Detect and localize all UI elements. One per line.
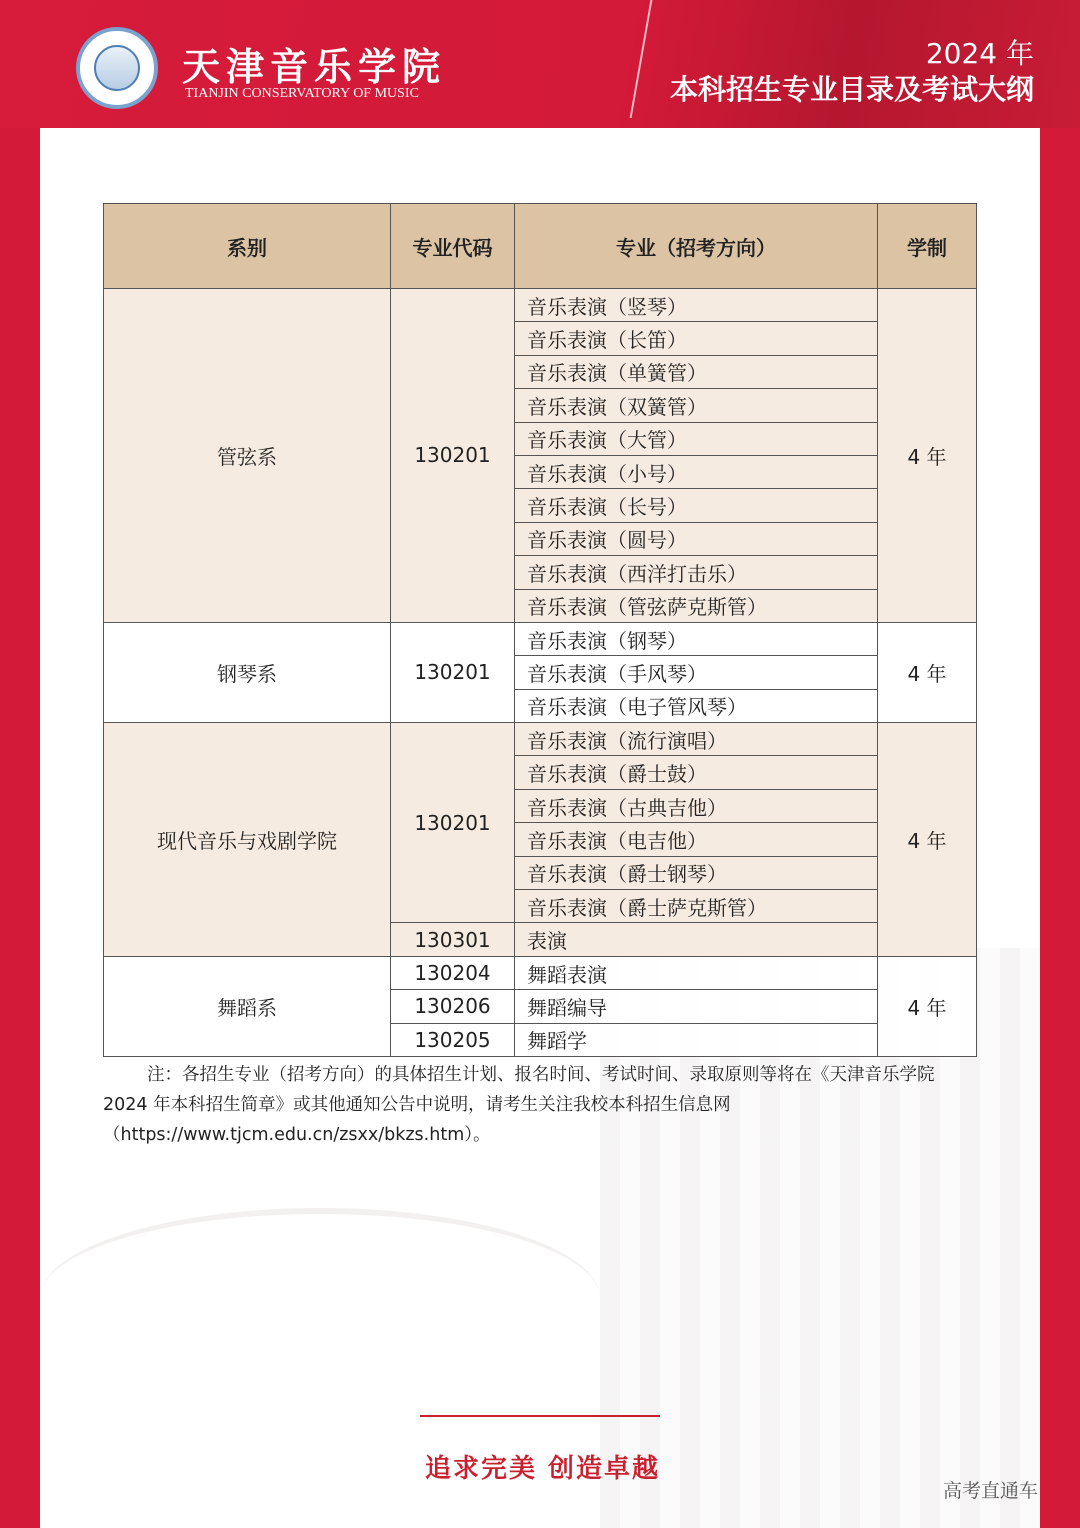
table-row xyxy=(104,723,977,756)
major-cell: 音乐表演（双簧管） xyxy=(515,389,878,422)
page-body xyxy=(40,128,1040,1528)
duration-cell: 4 年 xyxy=(878,723,977,957)
watermark-text: 高考直通车 xyxy=(943,1480,1039,1502)
major-cell: 音乐表演（长号） xyxy=(515,489,878,522)
col-header-major: 专业（招考方向） xyxy=(515,204,878,289)
header-banner xyxy=(0,0,1080,128)
code-cell: 130206 xyxy=(391,990,515,1023)
dept-cell: 钢琴系 xyxy=(104,622,391,722)
code-cell: 130205 xyxy=(391,1023,515,1056)
code-cell: 130204 xyxy=(391,956,515,989)
header-year: 2024 年 xyxy=(925,37,1034,70)
school-seal-icon xyxy=(76,27,158,109)
header-title: 本科招生专业目录及考试大纲 xyxy=(669,73,1034,106)
major-cell: 音乐表演（竖琴） xyxy=(515,289,878,322)
code-cell: 130201 xyxy=(391,622,515,722)
major-cell: 音乐表演（西洋打击乐） xyxy=(515,556,878,589)
major-cell: 音乐表演（圆号） xyxy=(515,522,878,555)
school-name-en: TIANJIN CONSERVATORY OF MUSIC xyxy=(185,86,419,101)
major-cell: 音乐表演（爵士钢琴） xyxy=(515,856,878,889)
major-cell: 音乐表演（流行演唱） xyxy=(515,723,878,756)
table-row xyxy=(104,289,977,322)
major-cell: 音乐表演（小号） xyxy=(515,455,878,488)
major-cell: 音乐表演（电子管风琴） xyxy=(515,689,878,722)
code-cell: 130201 xyxy=(391,723,515,923)
major-cell: 音乐表演（爵士萨克斯管） xyxy=(515,890,878,923)
major-cell: 舞蹈学 xyxy=(515,1023,878,1056)
major-table xyxy=(103,203,977,1057)
dept-cell: 现代音乐与戏剧学院 xyxy=(104,723,391,957)
music-staff-watermark xyxy=(40,1208,600,1388)
table-row xyxy=(104,622,977,655)
col-header-duration: 学制 xyxy=(878,204,977,289)
major-cell: 音乐表演（爵士鼓） xyxy=(515,756,878,789)
dept-cell: 舞蹈系 xyxy=(104,956,391,1056)
major-cell: 表演 xyxy=(515,923,878,956)
footnote: 注：各招生专业（招考方向）的具体招生计划、报名时间、考试时间、录取原则等将在《天津音乐学院 2024 年本科招生简章》或其他通知公告中说明，请考生关注我校本科招生信息网（https://www.tjcm.edu.cn/zsxx/bkzs.htm）。 xyxy=(103,1065,935,1145)
duration-cell: 4 年 xyxy=(878,289,977,623)
major-cell: 音乐表演（手风琴） xyxy=(515,656,878,689)
major-cell: 音乐表演（管弦萨克斯管） xyxy=(515,589,878,622)
major-cell: 音乐表演（钢琴） xyxy=(515,622,878,655)
ornament-divider xyxy=(420,1415,660,1431)
major-cell: 音乐表演（单簧管） xyxy=(515,355,878,388)
code-cell: 130301 xyxy=(391,923,515,956)
divider xyxy=(630,0,653,118)
code-cell: 130201 xyxy=(391,289,515,623)
col-header-dept: 系别 xyxy=(104,204,391,289)
col-header-code: 专业代码 xyxy=(391,204,515,289)
major-cell: 舞蹈编导 xyxy=(515,990,878,1023)
dept-cell: 管弦系 xyxy=(104,289,391,623)
school-name-cn: 天津音乐学院 xyxy=(182,44,447,89)
table-row xyxy=(104,956,977,989)
duration-cell: 4 年 xyxy=(878,956,977,1056)
slogan: 追求完美 创造卓越 xyxy=(425,1454,661,1484)
major-cell: 舞蹈表演 xyxy=(515,956,878,989)
duration-cell: 4 年 xyxy=(878,622,977,722)
major-cell: 音乐表演（电吉他） xyxy=(515,823,878,856)
major-cell: 音乐表演（大管） xyxy=(515,422,878,455)
major-cell: 音乐表演（古典吉他） xyxy=(515,789,878,822)
major-cell: 音乐表演（长笛） xyxy=(515,322,878,355)
